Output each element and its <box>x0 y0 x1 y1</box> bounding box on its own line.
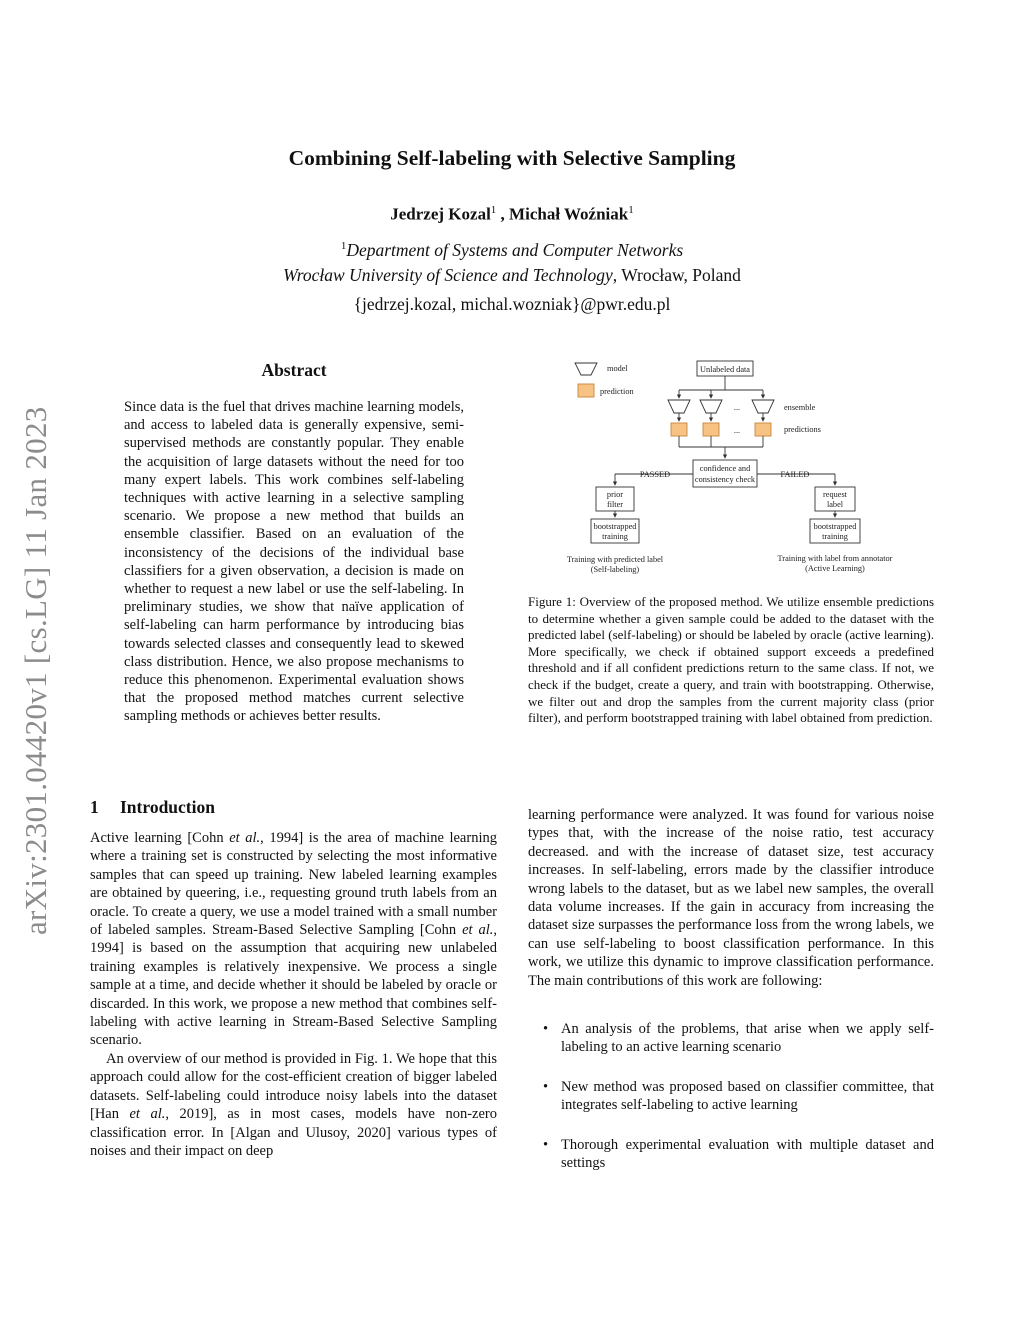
ensemble-model-1 <box>668 400 690 413</box>
unlabeled-data-label: Unlabeled data <box>700 365 750 374</box>
university-line <box>0 263 1024 288</box>
arxiv-identifier: arXiv:2301.04420v1 [cs.LG] 11 Jan 2023 <box>18 406 53 935</box>
request-label-line2: label <box>826 500 844 509</box>
author-separator: , <box>496 204 510 224</box>
text-run: , 2019], as in most cases, models have non-zero classification error. In [Algan and Ulusoy, 2020] various types of noises and their impact on deep <box>90 1106 497 1159</box>
affiliation <box>0 234 1024 317</box>
author-sup: 1 <box>628 204 634 216</box>
legend-prediction-icon <box>578 384 594 397</box>
department: Department of Systems and Computer Networks <box>346 239 684 260</box>
intro-paragraph-3: learning performance were analyzed. It was found for various noise types that, with the increase of the noise ratio, test accuracy decreased. and with the increase of dataset size, test accuracy increases. In self-labeling, errors made by the classifier introduce wrong labels to the dataset, but as we label new samples, the overall data volume increases. If the gain in accuracy from increasing the dataset size surpasses the performance loss from the wrong labels, we can use self-labeling to boost classification performance. In this work, we utilize this dynamic to improve classification performance. The main contributions of this work are following: <box>528 807 934 989</box>
legend-model-icon <box>575 363 597 375</box>
text-run-italic: et al. <box>129 1106 166 1123</box>
abstract-text: Since data is the fuel that drives machine learning models, and access to labeled data is generally expensive, semi-supervised methods are constantly popular. They enable the acquisition of large datasets without the need for too many expert labels. This work combines self-labeling techniques with active learning in a selective sampling scenario. We propose a new method that builds an ensemble classifier. Based on an evaluation of the inconsistency of the decisions of the individual base classifiers for a given observation, a decision is made on whether to request a new label or use the self-labeling. In preliminary studies, we show that naïve application of self-labeling can harm performance by introducing bias towards selected classes and consequently lead to skewed class distribution. Hence, we also propose mechanisms to reduce this phenomenon. Experimental evaluation shows that the proposed method matches current selective sampling methods or achieves better results. <box>124 399 464 725</box>
section-number: 1 <box>90 797 99 817</box>
city: , Wrocław, Poland <box>612 264 741 285</box>
left-caption-line1: Training with predicted label <box>566 555 664 564</box>
list-item: • Thorough experimental evaluation with multiple dataset and settings <box>528 1136 934 1173</box>
author-name: Michał Woźniak <box>509 204 629 224</box>
section-heading <box>90 797 500 818</box>
text-run: Active learning [Cohn <box>90 830 230 846</box>
ensemble-label: ensemble <box>784 403 816 412</box>
intro-paragraph-2 <box>90 1050 497 1160</box>
ensemble-model-n <box>752 400 774 413</box>
text-run-italic: et al. <box>229 830 261 846</box>
left-column <box>90 829 497 1160</box>
ensemble-prediction-n <box>755 423 771 436</box>
legend-model-label: model <box>607 364 628 373</box>
author-list <box>0 204 1024 225</box>
predictions-label: predictions <box>784 425 821 434</box>
list-item: • An analysis of the problems, that arise when we apply self-labeling to an active learning scenario <box>528 1020 934 1057</box>
author-name: Jedrzej Kozal <box>390 204 491 224</box>
ensemble-model-2 <box>700 400 722 413</box>
ellipsis-predictions: ... <box>733 426 741 435</box>
text-run-italic: et al. <box>462 922 494 939</box>
paper-title: Combining Self-labeling with Selective Sampling <box>288 146 736 170</box>
text-run: , 1994] is based on the assumption that acquiring new unlabeled training examples is relatively inexpensive. We process a single sample at a time, and decide whether it should be labeled by oracle or discarded. In this work, we propose a new method that combines self-labeling with active learning in Stream-Based Selective Sampling scenario. <box>90 922 497 1049</box>
abstract-heading: Abstract <box>261 360 327 380</box>
department-line <box>0 234 1024 263</box>
section-title: Introduction <box>120 797 215 817</box>
email: {jedrzej.kozal, michal.wozniak}@pwr.edu.pl <box>353 293 671 314</box>
text-run: , 1994] is the area of machine learning where a training set is constructed by selecting the most informative samples that can speed up training. New labeled learning examples are obtained by queering, i.e., requesting ground truth labels from an oracle. To create a query, we use a model trained with a small number of labeled samples. Stream-Based Selective Sampling [Cohn <box>90 830 497 939</box>
right-boot-line2: training <box>822 532 848 541</box>
prior-label-line2: filter <box>606 500 624 509</box>
contributions-list <box>528 1020 934 1172</box>
ensemble-prediction-1 <box>671 423 687 436</box>
author-sup: 1 <box>490 204 497 216</box>
prior-label-line1: prior <box>606 490 624 499</box>
request-label-line1: request <box>823 490 847 499</box>
failed-label: FAILED <box>780 470 810 479</box>
university: Wrocław University of Science and Technology <box>283 264 613 285</box>
legend-prediction-label: prediction <box>600 387 634 396</box>
passed-label: PASSED <box>639 470 671 479</box>
intro-paragraph-1 <box>90 829 497 1050</box>
affiliation-sup: 1 <box>340 240 347 252</box>
check-label-line2: consistency check <box>694 475 756 484</box>
right-column <box>528 806 934 1194</box>
text-run: An overview of our method is provided in Fig. 1. We hope that this approach could allow for the cost-efficient creation of bigger labeled datasets. Self-labeling could introduce noisy labels into the dataset [Han <box>90 1050 497 1123</box>
left-caption-line2: (Self-labeling) <box>590 565 640 574</box>
ellipsis-models: ... <box>733 403 741 412</box>
ensemble-prediction-2 <box>703 423 719 436</box>
right-caption-line2: (Active Learning) <box>805 564 865 573</box>
figure-caption: Figure 1: Overview of the proposed method. We utilize ensemble predictions to determine whether a given sample could be added to the dataset with the predicted label (self-labeling) or should be labeled by oracle (active learning). More specifically, we check if obtained support exceeds a predefined threshold and if all confident predictions return to the same class. If not, we check if the budget, create a query, and train with bootstrapping. Otherwise, we filter out and drop the samples from the current majority class (prior filter), and perform bootstrapped training with label obtained from prediction. <box>528 594 934 726</box>
left-boot-line1: bootstrapped <box>593 522 637 531</box>
left-boot-line2: training <box>602 532 628 541</box>
right-caption-line1: Training with label from annotator <box>777 554 893 563</box>
method-diagram <box>555 357 955 582</box>
right-boot-line1: bootstrapped <box>813 522 857 531</box>
check-label-line1: confidence and <box>699 464 751 473</box>
list-item: • New method was proposed based on classifier committee, that integrates self-labeling to active learning <box>528 1078 934 1115</box>
